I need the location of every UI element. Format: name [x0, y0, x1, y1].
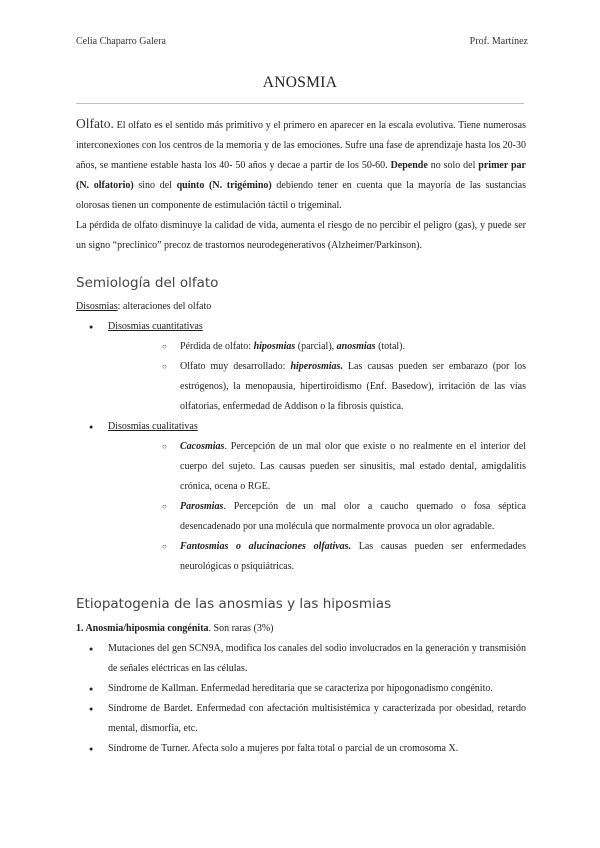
page-title: ANOSMIA [262, 74, 338, 91]
list-item: ● Síndrome de Kallman. Enfermedad hereditaria que se caracteriza por hipogonadismo congénito. [76, 679, 526, 699]
list-item: ● Síndrome de Turner. Afecta solo a mujeres por falta total o parcial de un cromosoma X. [76, 739, 526, 759]
congenita-list [76, 639, 526, 759]
list-item: ○ Pérdida de olfato: hiposmias (parcial), anosmias (total). [108, 337, 526, 357]
list-item-cualitativas: ● Disosmias cualitativas ○ Cacosmias. Percepción de un mal olor que existe o no realmente en el interior del cuerpo del sujeto. Las causas pueden ser sinusitis, mal estado dental, amigdalitis crónica, ocena o RGE. ○ Parosmias. Percepción de un mal olor a caucho quemado o fosa séptica desencadenado por una molécula que normalmente provoca un olor agradable. ○ Fantosmias o alucinaciones olfativas. Las causas pueden ser enfermedades neurológicas o psiquiátricas. [76, 417, 526, 577]
intro-lead: Olfato. [76, 116, 114, 131]
heading-etiopatogenia: Etiopatogenia de las anosmias y las hiposmias [76, 596, 392, 612]
intro-paragraph-2: La pérdida de olfato disminuye la calidad de vida, aumenta el riesgo de no percibir el peligro (gas), y puede ser un signo “preclínico” precoz de trastornos neurodegenerativos (Alzheimer/Parkinson). [76, 220, 526, 251]
heading-semiologia: Semiología del olfato [76, 275, 219, 291]
intro-paragraph: Olfato. El olfato es el sentido más primitivo y el primero en aparecer en la escala evolutiva. Tiene numerosas interconexiones con los centros de la memoria y de las emociones. Sufre una fase de aprendizaje hasta los 20-30 años, se mantiene estable hasta los 40- 50 años y decae a partir de los 50-60. Depende no solo del primer par (N. olfatorio) sino del quinto (N. trigémino) debiendo tener en cuenta que la mayoría de las sustancias olorosas tienen un componente de estimulación táctil o trigeminal. [76, 116, 527, 211]
list-item: ○ Fantosmias o alucinaciones olfativas. Las causas pueden ser enfermedades neurológicas o psiquiátricas. [108, 537, 526, 577]
document-body [76, 114, 526, 759]
cualitativas-sublist [108, 437, 526, 577]
cuantitativas-sublist [108, 337, 526, 417]
list-item: ○ Cacosmias. Percepción de un mal olor que existe o no realmente en el interior del cuerpo del sujeto. Las causas pueden ser sinusitis, mal estado dental, amigdalitis crónica, ocena o RGE. [108, 437, 526, 497]
list-item: ● Mutaciones del gen SCN9A, modifica los canales del sodio involucrados en la generación y transmisión de señales eléctricas en las células. [76, 639, 526, 679]
list-item-cuantitativas: ● Disosmias cuantitativas ○ Pérdida de olfato: hiposmias (parcial), anosmias (total). ○ Olfato muy desarrollado: hiperosmias. Las causas pueden ser embarazo (por los estrógenos), la menopausia, hipertiroidismo (Enf. Basedow), irritación de las vías olfatorias, enfermedad de Addison o la fibrosis quística. [76, 317, 526, 417]
title-divider [76, 103, 524, 104]
header-professor: Prof. Martínez [469, 36, 528, 47]
header-author: Celia Chaparro Galera [76, 36, 166, 47]
disosmias-definition: Disosmias: alteraciones del olfato [76, 301, 212, 312]
disosmias-list [76, 317, 526, 577]
list-item: ○ Parosmias. Percepción de un mal olor a caucho quemado o fosa séptica desencadenado por una molécula que normalmente provoca un olor agradable. [108, 497, 526, 537]
list-item: ● Síndrome de Bardet. Enfermedad con afectación multisistémica y caracterizada por obesidad, retardo mental, dismorfia, etc. [76, 699, 526, 739]
congenita-subheading: 1. Anosmia/hiposmia congénita. Son raras (3%) [76, 623, 274, 634]
list-item: ○ Olfato muy desarrollado: hiperosmias. Las causas pueden ser embarazo (por los estrógenos), la menopausia, hipertiroidismo (Enf. Basedow), irritación de las vías olfatorias, enfermedad de Addison o la fibrosis quística. [108, 357, 526, 417]
